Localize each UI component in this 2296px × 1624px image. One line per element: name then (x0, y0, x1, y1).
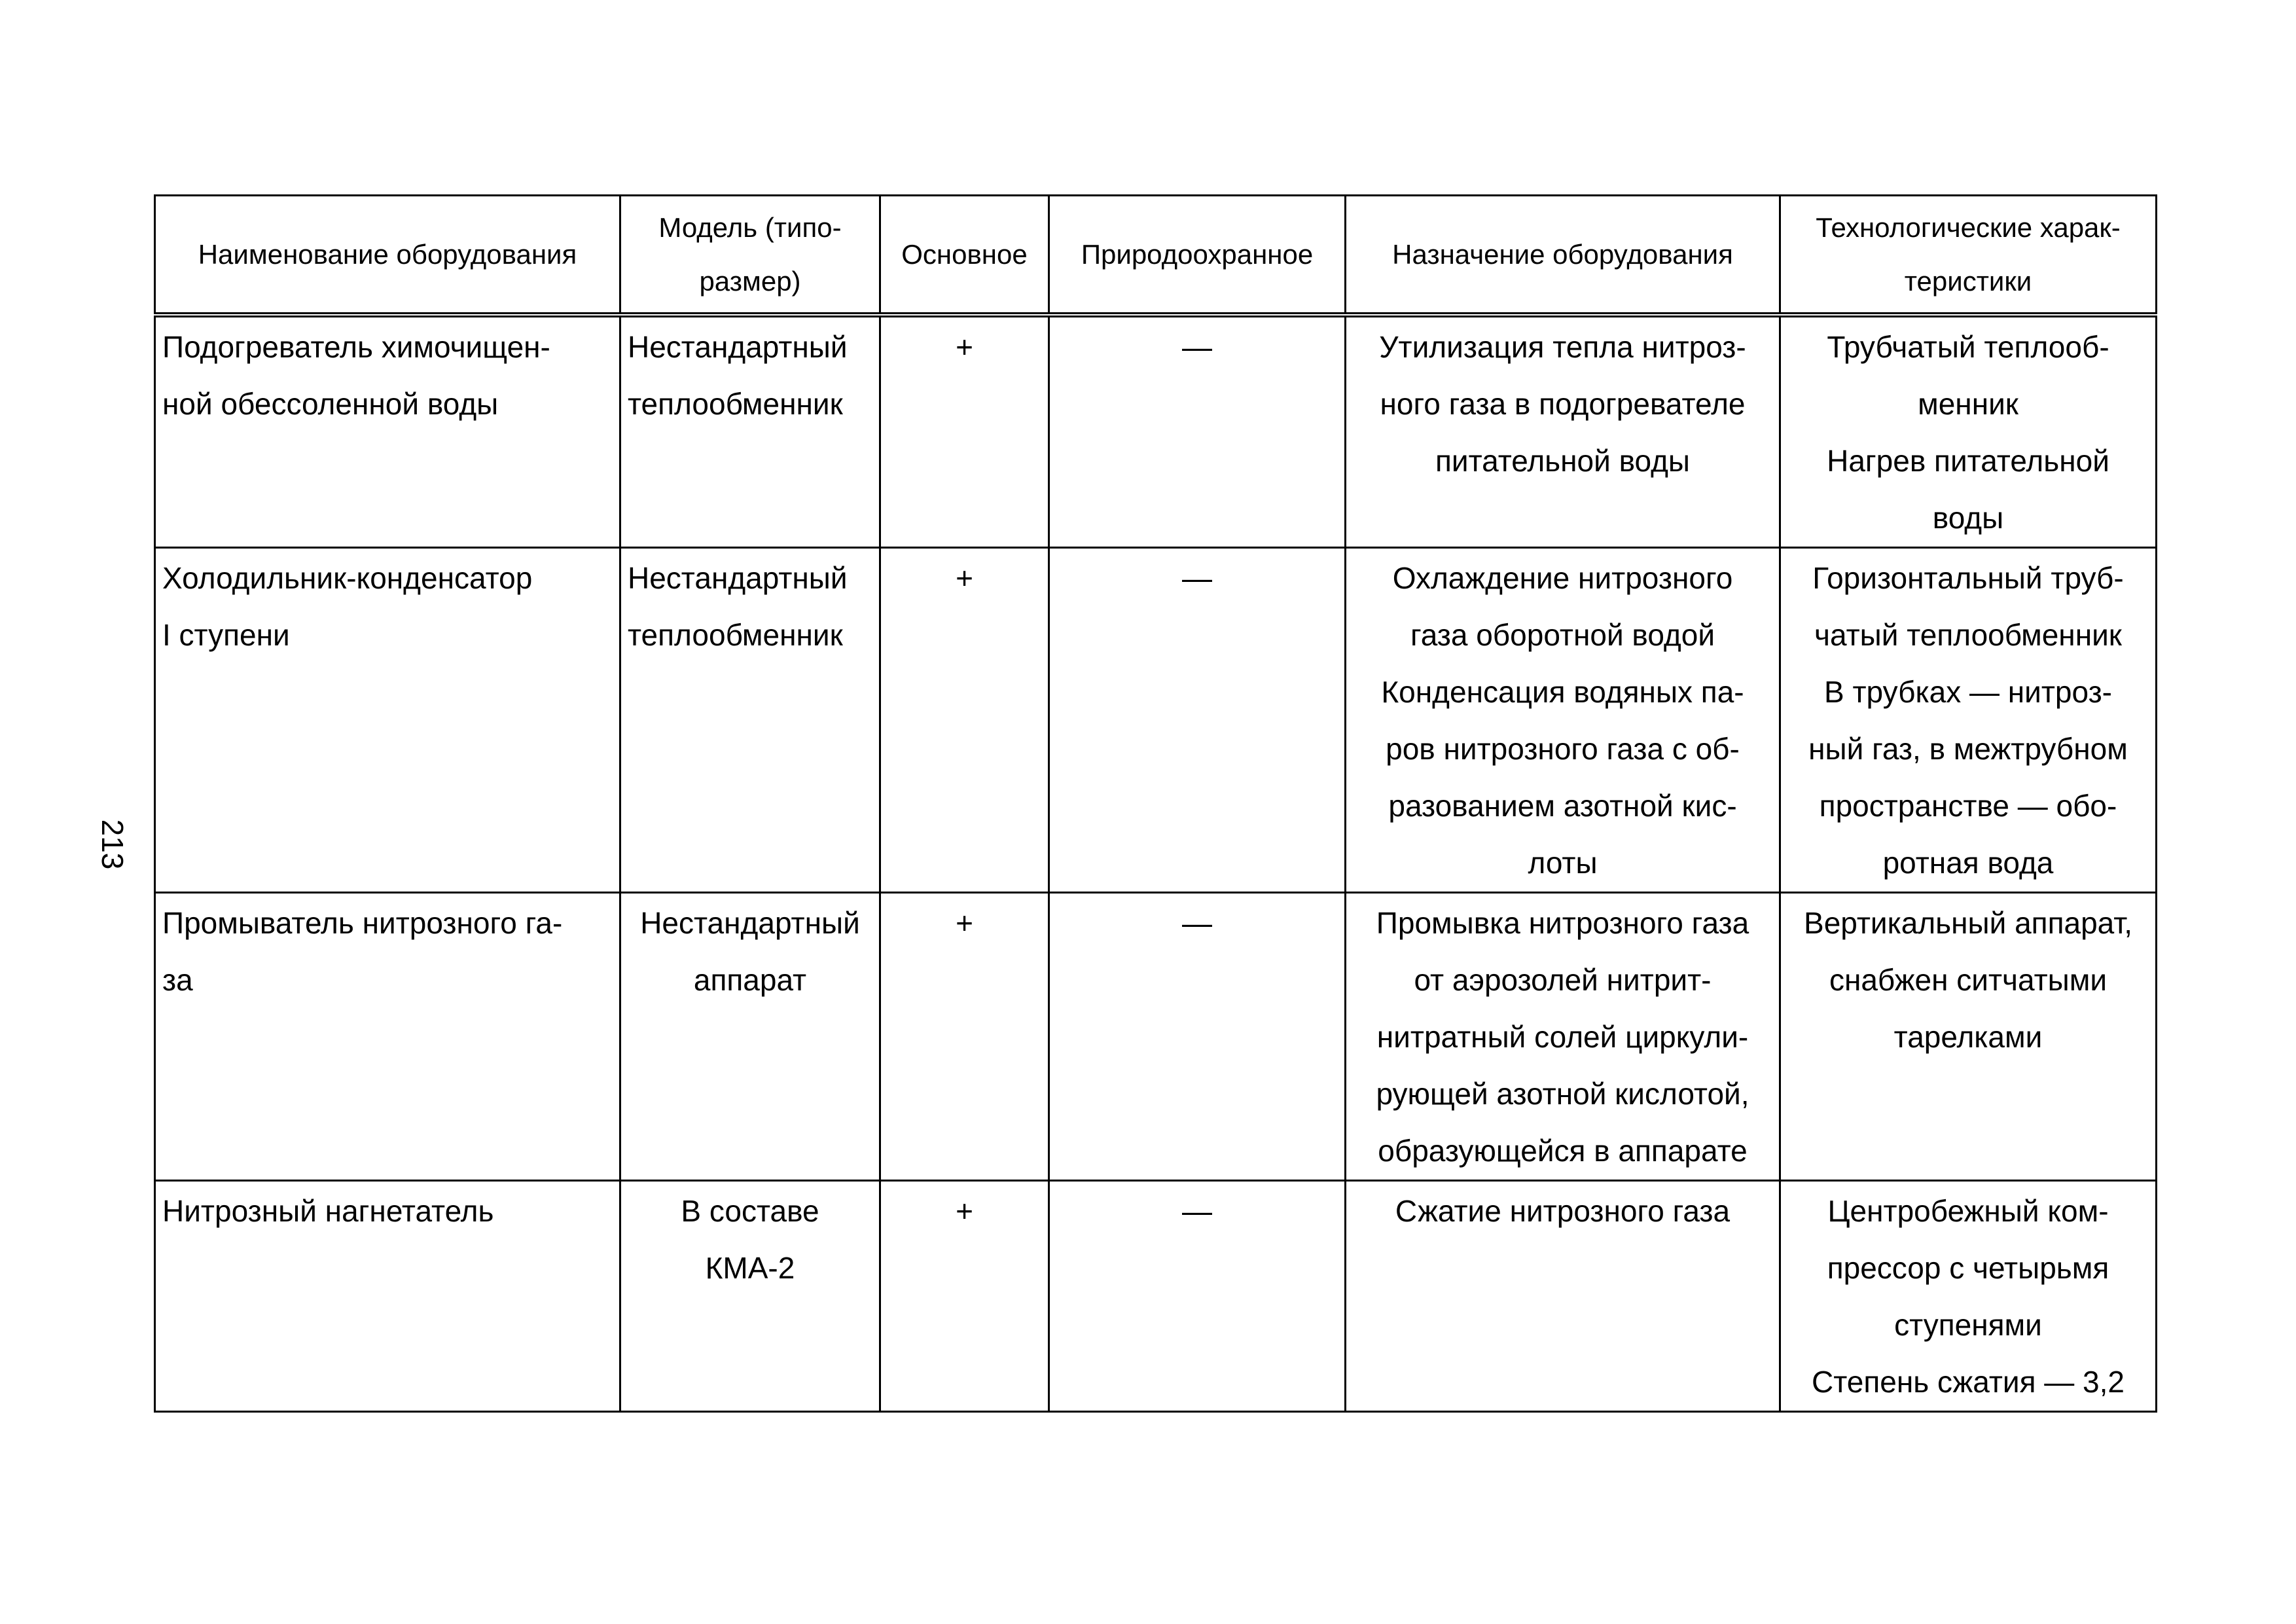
cell-environmental: — (1049, 548, 1346, 893)
cell-environmental: — (1049, 893, 1346, 1181)
header-tech-specs: Технологические харак- теристики (1780, 196, 2157, 316)
cell-main: + (880, 548, 1049, 893)
cell-tech-specs: Горизонтальный труб- чатый теплообменник В трубках — нитроз- ный газ, в межтрубном пространстве — обо- ротная вода (1780, 548, 2157, 893)
table-row (155, 893, 2157, 1181)
cell-equipment-name: Нитрозный нагнетатель (155, 1181, 620, 1412)
cell-model: Нестандартный теплообменник (620, 548, 880, 893)
cell-model: Нестандартный аппарат (620, 893, 880, 1181)
header-main: Основное (880, 196, 1049, 316)
table-row (155, 315, 2157, 548)
table-header-row (155, 196, 2157, 316)
cell-equipment-name: Холодильник-конденсатор I ступени (155, 548, 620, 893)
cell-main: + (880, 315, 1049, 548)
table-row (155, 548, 2157, 893)
header-environmental: Природоохранное (1049, 196, 1346, 316)
cell-equipment-name: Подогреватель химочищен- ной обессоленной воды (155, 315, 620, 548)
cell-purpose: Сжатие нитрозного газа (1346, 1181, 1780, 1412)
cell-purpose: Промывка нитрозного газа от аэрозолей нитрит- нитратный солей циркули- рующей азотной кислотой, образующейся в аппарате (1346, 893, 1780, 1181)
page-number: 213 (96, 819, 130, 870)
cell-model: Нестандартный теплообменник (620, 315, 880, 548)
cell-main: + (880, 1181, 1049, 1412)
table-row (155, 1181, 2157, 1412)
equipment-table (154, 194, 2157, 1413)
cell-equipment-name: Промыватель нитрозного га- за (155, 893, 620, 1181)
header-model: Модель (типо- размер) (620, 196, 880, 316)
header-purpose: Назначение оборудования (1346, 196, 1780, 316)
cell-main: + (880, 893, 1049, 1181)
cell-environmental: — (1049, 315, 1346, 548)
cell-purpose: Утилизация тепла нитроз- ного газа в подогревателе питательной воды (1346, 315, 1780, 548)
cell-environmental: — (1049, 1181, 1346, 1412)
cell-model: В составе КМА-2 (620, 1181, 880, 1412)
cell-tech-specs: Трубчатый теплооб- менник Нагрев питательной воды (1780, 315, 2157, 548)
cell-tech-specs: Центробежный ком- прессор с четырьмя ступенями Степень сжатия — 3,2 (1780, 1181, 2157, 1412)
header-equipment-name: Наименование оборудования (155, 196, 620, 316)
cell-tech-specs: Вертикальный аппарат, снабжен ситчатыми тарелками (1780, 893, 2157, 1181)
cell-purpose: Охлаждение нитрозного газа оборотной водой Конденсация водяных па- ров нитрозного газа с об- разованием азотной кис- лоты (1346, 548, 1780, 893)
